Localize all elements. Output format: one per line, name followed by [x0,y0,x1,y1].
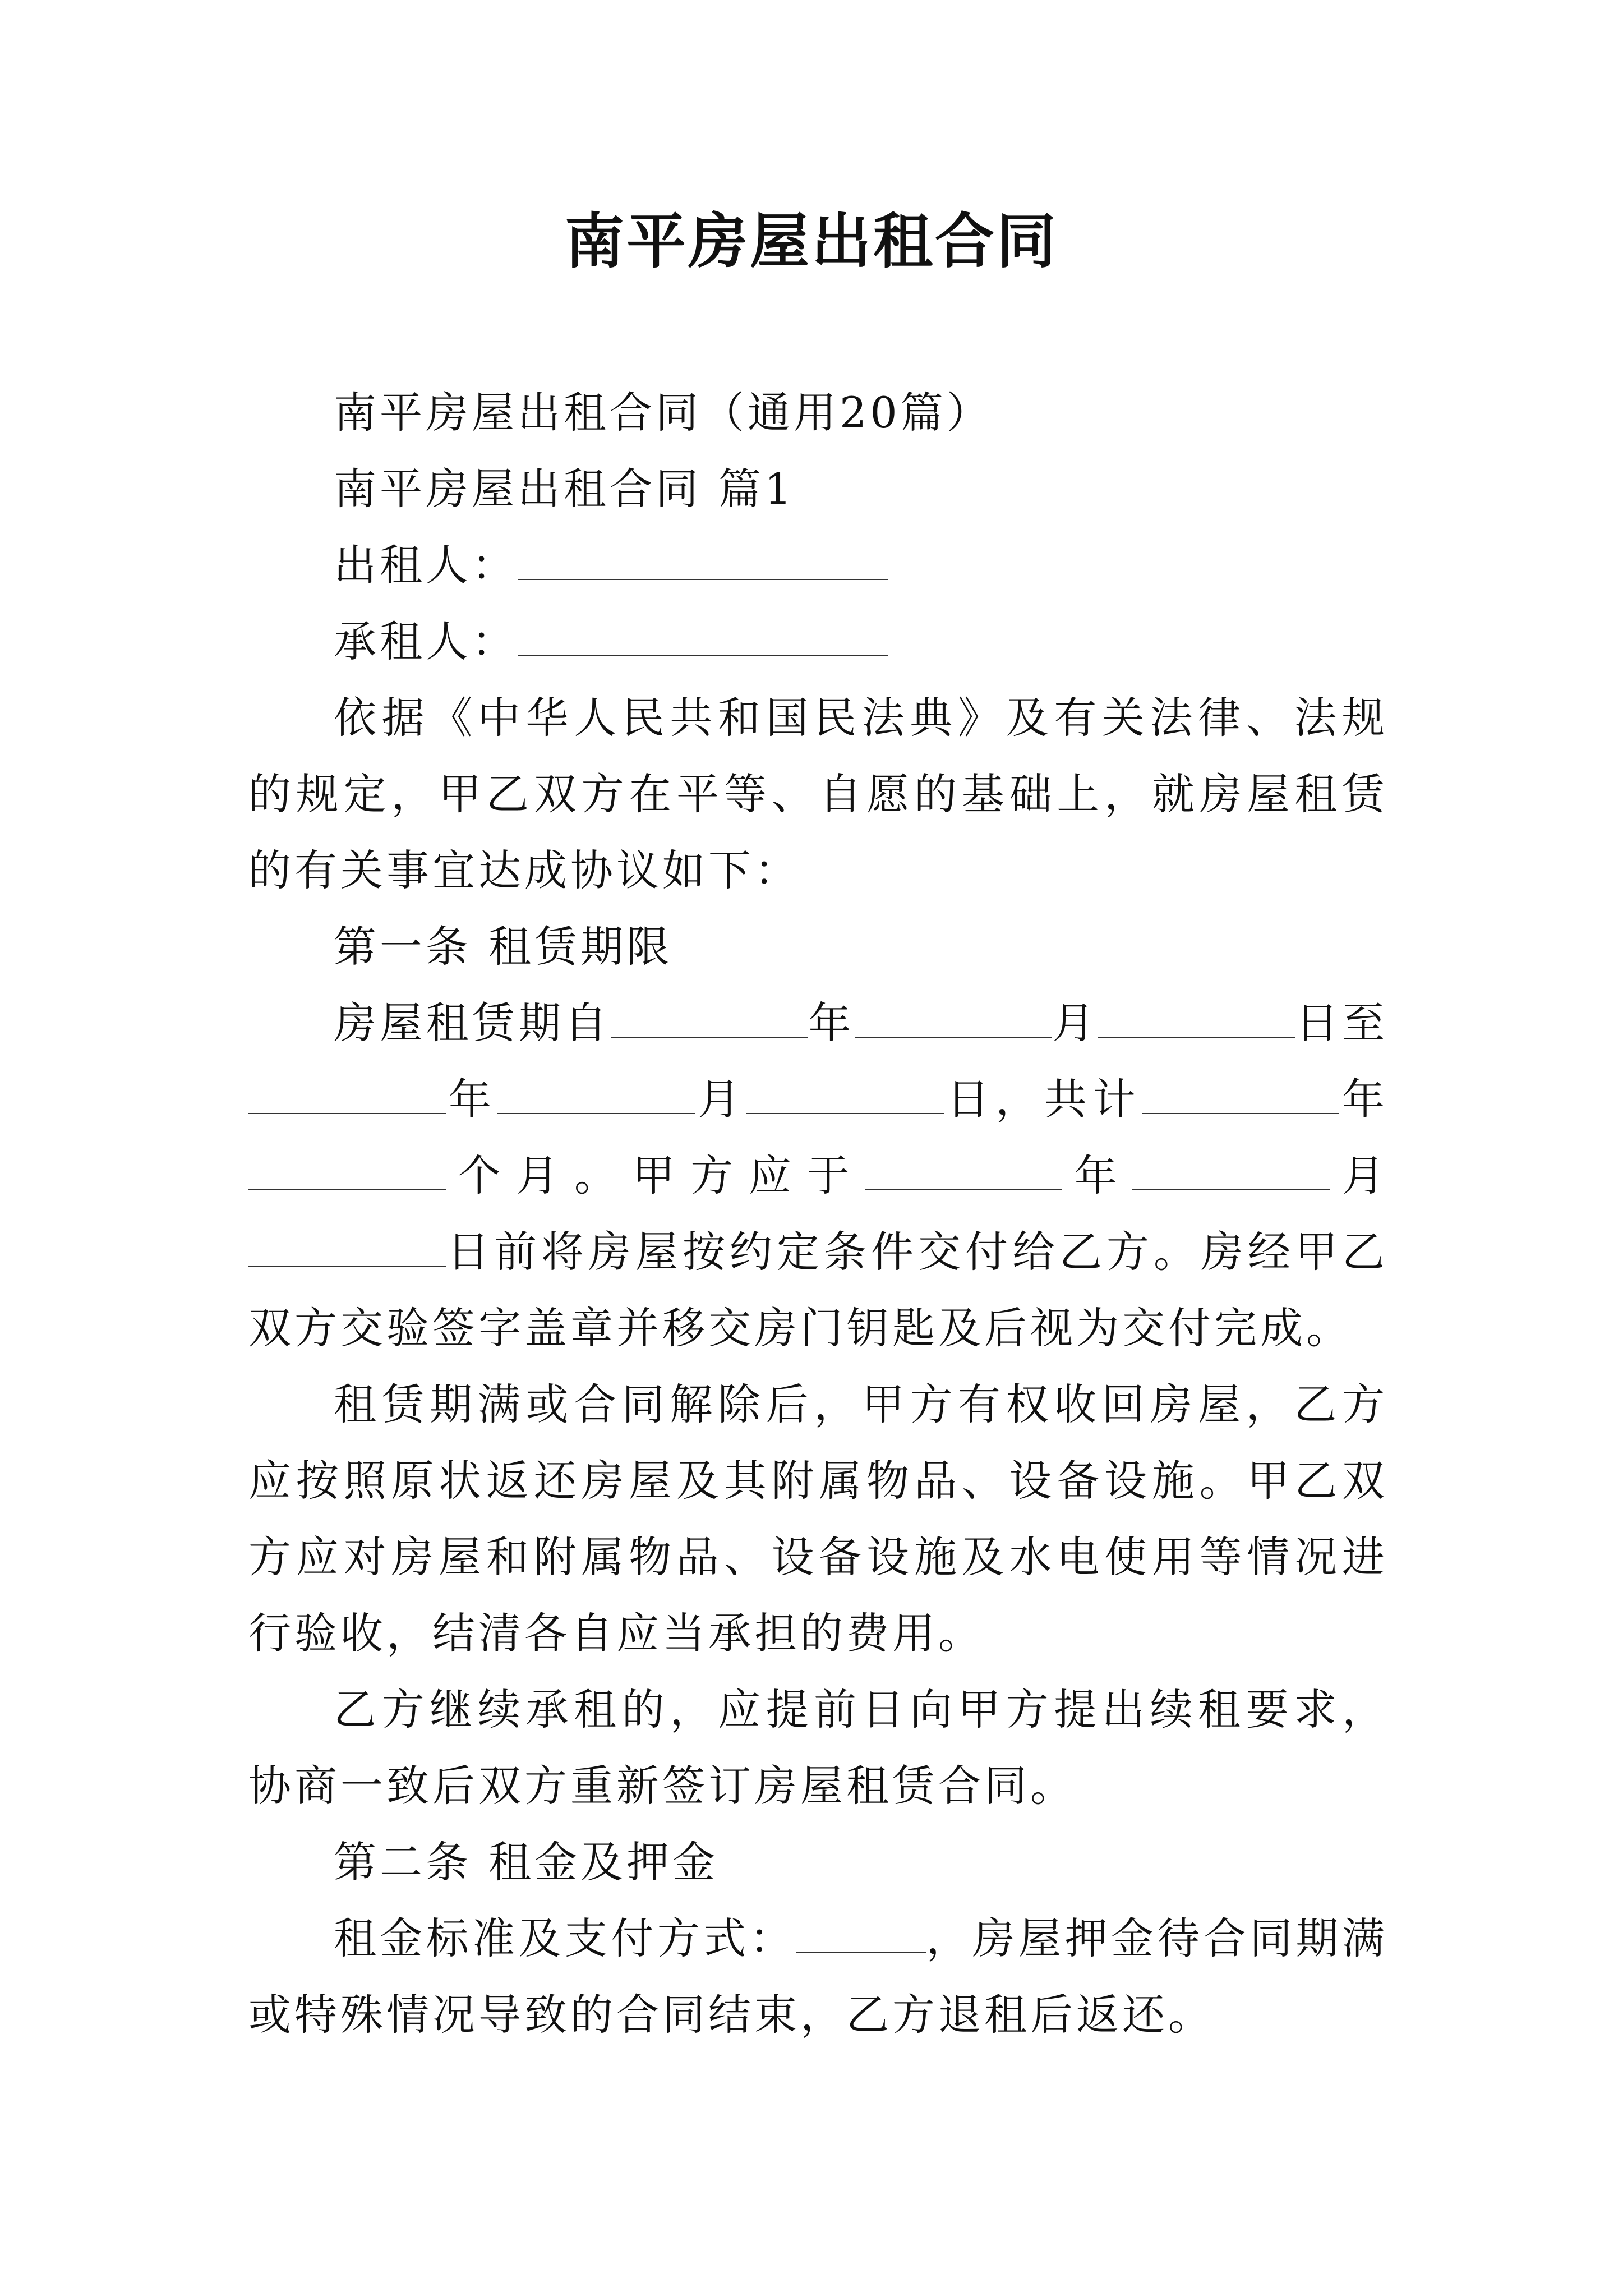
lessee-blank [518,617,888,656]
term-paragraph [248,985,1388,1366]
year-unit: 年 [808,998,855,1048]
renew-paragraph: 乙方继续承租的，应提前日向甲方提出续租要求，协商一致后双方重新签订房屋租赁合同。 [248,1685,1388,1811]
total-text: 日，共计 [944,1074,1142,1124]
document-body [248,375,1388,2053]
year-unit: 年 [1339,1074,1388,1124]
contract-subtitle: 南平房屋出租合同（通用20篇） [334,388,993,438]
section-heading: 南平房屋出租合同 篇1 [334,464,795,514]
lessor-line [248,527,1388,604]
start-day-blank [1098,999,1295,1038]
delivery-month-blank [1132,1151,1330,1190]
term-text-end: 日前将房屋按约定条件交付给乙方。房经甲乙双方交验签字盖章并移交房门钥匙及后视为交付完成。 [248,1227,1388,1353]
months-text: 个月。甲方应于 [446,1151,865,1200]
start-year-blank [611,999,808,1038]
return-paragraph: 租赁期满或合同解除后，甲方有权收回房屋，乙方应按照原状返还房屋及其附属物品、设备设施。甲乙双方应对房屋和附属物品、设备设施及水电使用等情况进行验收，结清各自应当承担的费用。 [248,1379,1388,1658]
term-text-start: 房屋租赁期自 [334,998,611,1048]
rent-text-start: 租金标准及支付方式： [334,1913,796,1963]
month-unit: 月 [1330,1151,1389,1200]
total-months-blank [248,1151,446,1190]
lessee-line [248,604,1388,680]
intro-paragraph: 依据《中华人民共和国民法典》及有关法律、法规的规定，甲乙双方在平等、自愿的基础上，就房屋租赁的有关事宜达成协议如下： [248,693,1388,895]
lessee-label: 承租人： [334,616,518,666]
document-title: 南平房屋出租合同 [565,206,1058,276]
rent-paragraph [248,1901,1388,2053]
month-unit: 月 [695,1074,746,1124]
end-month-blank [497,1075,695,1114]
end-day-blank [746,1075,944,1114]
total-years-blank [1142,1075,1339,1114]
delivery-day-blank [248,1227,446,1267]
lessor-blank [518,541,888,580]
day-to-text: 日至 [1295,998,1389,1048]
end-year-blank [248,1075,446,1114]
lessor-label: 出租人： [334,540,518,590]
year-unit: 年 [1062,1151,1133,1200]
delivery-year-blank [865,1151,1062,1190]
article2-heading: 第二条 租金及押金 [334,1837,719,1887]
article1-heading: 第一条 租赁期限 [334,922,673,972]
month-unit: 月 [1052,998,1099,1048]
rent-text-end: ，房屋押金待合同期满或特殊情况导致的合同结束，乙方退租后返还。 [248,1913,1388,2040]
start-month-blank [855,999,1052,1038]
rent-blank [796,1914,926,1953]
year-unit: 年 [446,1074,497,1124]
